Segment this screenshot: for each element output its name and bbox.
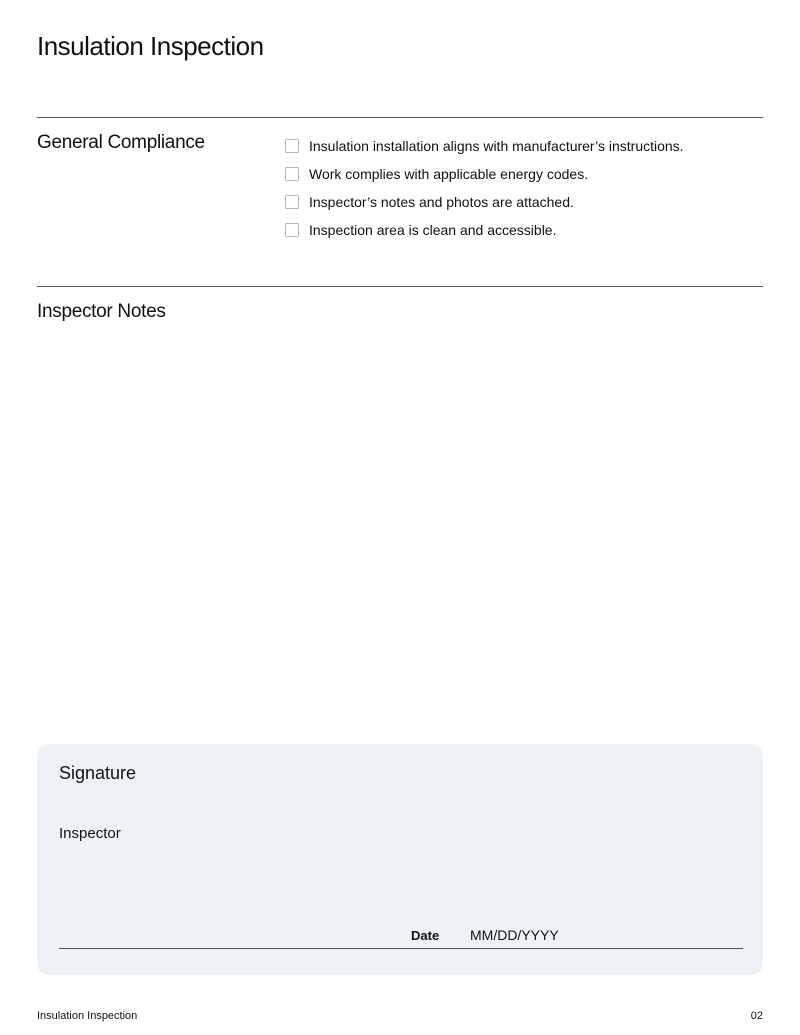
- signature-line[interactable]: [59, 948, 743, 949]
- inspector-label: Inspector: [59, 825, 121, 842]
- checkbox[interactable]: [285, 167, 299, 181]
- checklist-item[interactable]: [285, 188, 684, 216]
- page-title: Insulation Inspection: [37, 31, 264, 61]
- section-title-general-compliance: General Compliance: [37, 132, 205, 153]
- date-field[interactable]: MM/DD/YYYY: [470, 927, 559, 943]
- date-label: Date: [411, 928, 440, 943]
- checkbox[interactable]: [285, 195, 299, 209]
- checklist-label: Work complies with applicable energy codes.: [309, 166, 589, 182]
- page-number: 02: [750, 1010, 763, 1022]
- checklist-label: Inspection area is clean and accessible.: [309, 222, 557, 238]
- signature-title: Signature: [59, 763, 137, 783]
- compliance-checklist: [285, 132, 684, 244]
- divider: [37, 117, 763, 118]
- checklist-label: Insulation installation aligns with manufacturer’s instructions.: [309, 138, 684, 154]
- footer-title: Insulation Inspection: [37, 1010, 138, 1022]
- signature-panel: [37, 744, 763, 975]
- checkbox[interactable]: [285, 139, 299, 153]
- checklist-label: Inspector’s notes and photos are attached.: [309, 194, 574, 210]
- checklist-item[interactable]: [285, 216, 684, 244]
- checklist-item[interactable]: [285, 132, 684, 160]
- divider: [37, 286, 763, 287]
- section-title-inspector-notes: Inspector Notes: [37, 301, 166, 322]
- checkbox[interactable]: [285, 223, 299, 237]
- checklist-item[interactable]: [285, 160, 684, 188]
